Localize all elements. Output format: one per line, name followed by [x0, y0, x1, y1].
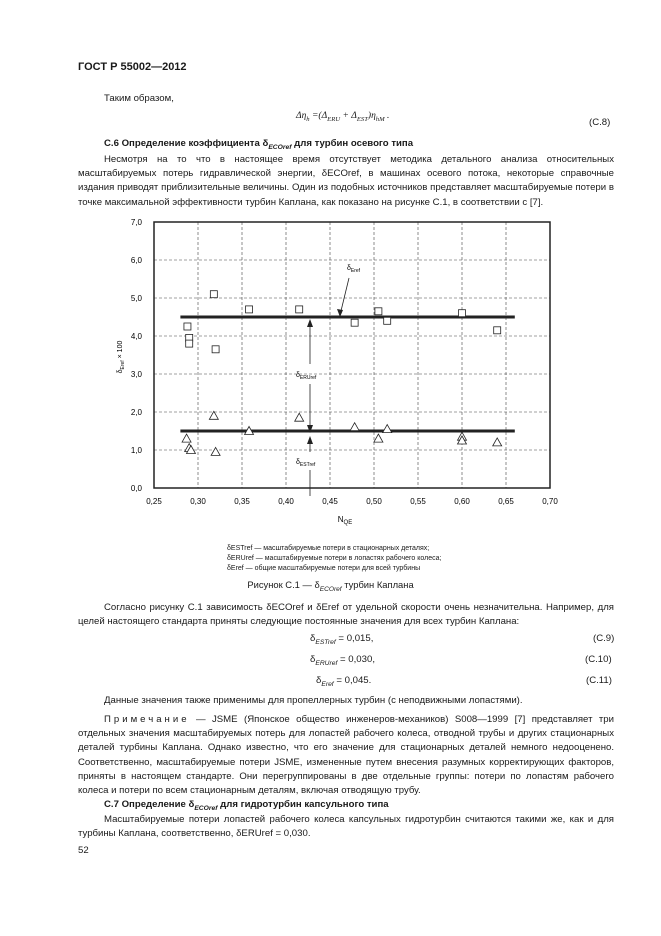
x-tick-label: 0,35 [234, 497, 250, 506]
equation-c11-number: (С.11) [586, 675, 612, 686]
square-point [494, 327, 501, 334]
triangle-point [374, 434, 383, 442]
triangle-point [209, 411, 218, 419]
paragraph-4: Масштабируемые потери лопастей рабочего колеса капсульных гидротурбин считаются такими же, как и для турбины Каплана, соответственно, δERUref = 0,030. [78, 814, 614, 840]
page-number: 52 [78, 845, 89, 856]
x-tick-label: 0,25 [146, 497, 162, 506]
x-axis-label: $N_{QE}$ [337, 515, 353, 526]
triangle-point [383, 425, 392, 433]
annotation-estref: $\delta_{ESTref}$ [296, 459, 316, 468]
triangle-point [211, 447, 220, 455]
y-tick-label: 3,0 [130, 370, 142, 379]
y-tick-label: 6,0 [130, 256, 142, 265]
square-point [384, 317, 391, 324]
note-text: — JSME (Японское общество инженеров-механиков) S008—1999 [7] представляет три отдельных значения масштабируемых потерь для лопастей рабочего колеса, отводной трубы и других стационарных деталей турбины Каплана. Однако известно, что его значение для стационарных деталей немного недооценено. Соответственно, масштабируемые потери JSME, измененные путем внесения разумных корректирующих факторов, приняты в настоящем стандарте. Они перегруппированы в две отдельные группы: потери по лопастям рабочего колеса и потери по всем стационарным деталям, включая отводящую трубу. [78, 714, 614, 797]
figure-caption: Рисунок С.1 — $\delta_{ECOref}$ турбин Каплана [247, 579, 414, 593]
y-axis-label: $\delta_{Eref} \times 100$ [117, 340, 126, 374]
square-point [210, 291, 217, 298]
y-tick-label: 7,0 [130, 218, 142, 227]
equation-c11: $\delta_{Eref} = 0,045$. [316, 675, 372, 688]
page-header: ГОСТ Р 55002—2012 [78, 61, 187, 73]
x-tick-labels [146, 497, 558, 506]
equation-c10: $\delta_{ERUref} = 0,030$, [310, 654, 375, 667]
equation-c9-number: (С.9) [593, 633, 615, 644]
annotation-eref: $\delta_{Eref}$ [347, 265, 361, 274]
legend-line-3: δEref — общие масштабируемые потери для всей турбины [227, 565, 421, 572]
x-tick-label: 0,55 [410, 497, 426, 506]
equation-c8-number: (С.8) [589, 117, 611, 128]
square-point [459, 310, 466, 317]
triangle-point [350, 423, 359, 431]
triangle-point [182, 434, 191, 442]
plot-frame [154, 222, 550, 488]
y-tick-label: 2,0 [130, 408, 142, 417]
triangle-point [493, 438, 502, 446]
note-paragraph [78, 713, 614, 798]
chart-grid [154, 222, 550, 488]
x-tick-label: 0,65 [498, 497, 514, 506]
section-c6-title: С.6 Определение коэффициента $\delta_{ECOref}$ для турбин осевого типа [104, 138, 414, 151]
x-tick-label: 0,50 [366, 497, 382, 506]
y-tick-label: 0,0 [130, 484, 142, 493]
square-point [246, 306, 253, 313]
y-tick-label: 4,0 [130, 332, 142, 341]
x-tick-label: 0,60 [454, 497, 470, 506]
note-label: Примечание [104, 714, 190, 725]
x-tick-label: 0,45 [322, 497, 338, 506]
y-tick-label: 5,0 [130, 294, 142, 303]
figure-legend [227, 544, 527, 574]
annotation-eruref: $\delta_{ERUref}$ [296, 372, 317, 381]
square-point [375, 308, 382, 315]
equation-c10-number: (С.10) [585, 654, 612, 665]
intro-text: Таким образом, [104, 93, 174, 104]
square-point [351, 319, 358, 326]
square-point [212, 346, 219, 353]
equation-c9: $\delta_{ESTref} = 0,015$, [310, 633, 374, 646]
kaplan-loss-chart [100, 212, 580, 547]
annotation-eref-arrow [340, 278, 349, 315]
legend-line-2: δERUref — масштабируемые потери в лопастях рабочего колеса; [227, 555, 442, 562]
square-point [296, 306, 303, 313]
square-point [184, 323, 191, 330]
legend-line-1: δESTref — масштабируемые потери в стационарных деталях; [227, 545, 430, 552]
square-point [186, 340, 193, 347]
paragraph-2: Согласно рисунку С.1 зависимость δECOref и δEref от удельной скорости очень незначительна. Например, для целей настоящего стандарта приняты следующие постоянные значения для всех турбин Каплана: [78, 602, 614, 628]
section-c7-title: С.7 Определение $\delta_{ECOref}$ для гидротурбин капсульного типа [104, 799, 389, 812]
x-tick-label: 0,30 [190, 497, 206, 506]
y-tick-labels [131, 218, 143, 493]
paragraph-3: Данные значения также применимы для пропеллерных турбин (с неподвижными лопастями). [104, 695, 523, 706]
x-tick-label: 0,70 [542, 497, 558, 506]
triangle-point [295, 413, 304, 421]
paragraph-1: Несмотря на то что в настоящее время отсутствует методика детального анализа относительных масштабируемых потерь гидравлической энергии, δECOref, в машинах осевого потока, некоторые справочные издания приводят приблизительные величины. Один из подобных источников представляет масштабируемые потери в точке максимальной эффективности турбин Каплана, как показано на рисунке С.1, в соответствии с [7]. [78, 154, 614, 208]
equation-c8: $\Delta\eta_h =(\Delta_{ERU} + \Delta_{EST})\eta_{hM}$ . [296, 111, 390, 123]
x-tick-label: 0,40 [278, 497, 294, 506]
y-tick-label: 1,0 [130, 446, 142, 455]
annotation-group [296, 265, 361, 496]
